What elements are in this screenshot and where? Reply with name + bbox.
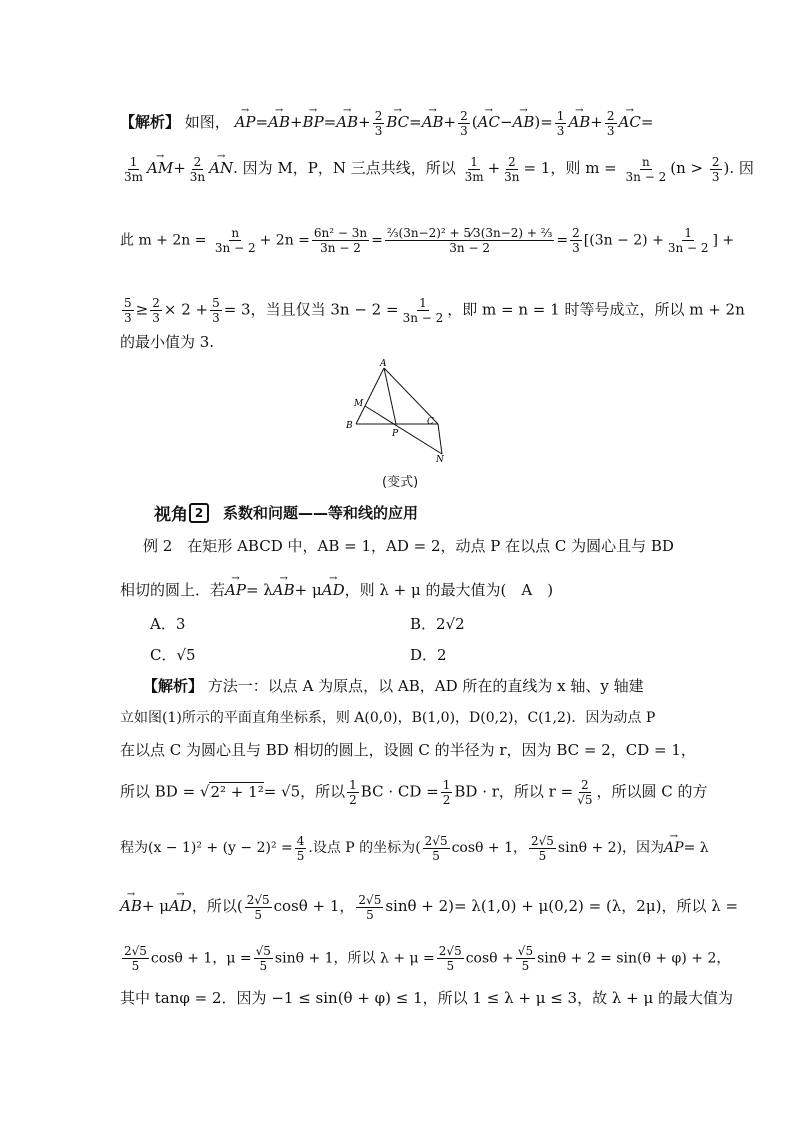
text: sinθ + 1，所以 λ + μ = xyxy=(274,950,435,967)
option-value: √5 xyxy=(176,646,196,664)
example-line-2 xyxy=(120,574,680,600)
option-letter: A． xyxy=(150,615,176,633)
vector-BC: → BC xyxy=(386,106,409,132)
fraction: $\frac{2√5}{5}$ xyxy=(358,892,382,922)
text: 此 m + 2n = xyxy=(120,232,207,249)
option-letter: D． xyxy=(410,646,438,664)
text: ，则 λ + μ 的最大值为( A ) xyxy=(344,581,554,599)
method-line-4: 所以 BD = √2² + 1²= √5，所以 $\frac{1}{2}$ BC · CD = $\frac{1}{2}$ BD · r，所以 r = $\frac{2}{√5}$ ，所以圆 C 的方 xyxy=(120,778,708,807)
fraction: $\frac{1}{3m}$ xyxy=(464,154,484,184)
vector-AP: → AP xyxy=(664,832,684,858)
text: = √5，所以 xyxy=(263,782,346,801)
method-line-1 xyxy=(143,676,683,696)
option-c xyxy=(150,645,196,665)
fraction: $\frac{2}{3n}$ xyxy=(504,154,520,184)
text: = λ xyxy=(245,581,273,599)
text: ，所以圆 C 的方 xyxy=(596,782,708,801)
vector-AB: → AB xyxy=(422,106,444,132)
vector-BP: → BP xyxy=(303,106,324,132)
method-line-7 xyxy=(120,944,731,973)
text: sinθ + 2 = sin(θ + φ) + 2， xyxy=(537,950,731,967)
fraction: $\frac{2√5}{5}$ xyxy=(124,944,147,973)
figure-caption: (变式) xyxy=(382,475,419,490)
fraction: $\frac{1}{3n - 2}$ xyxy=(667,226,709,255)
option-value: 2 xyxy=(437,646,447,664)
vector-AC: → AC xyxy=(619,106,641,132)
label-B: B xyxy=(346,421,353,431)
fraction: $\frac{1}{2}$ xyxy=(442,778,451,807)
fraction: $\frac{1}{3}$ xyxy=(556,108,565,138)
text: BD · r，所以 r = xyxy=(454,782,574,801)
section-badge-number: 2 xyxy=(189,503,209,523)
option-value: 2√2 xyxy=(436,615,465,633)
label-N: N xyxy=(436,455,444,465)
fraction: $\frac{2√5}{5}$ xyxy=(424,833,448,863)
vector-AC: → AC xyxy=(478,106,500,132)
text: . 因 xyxy=(729,159,754,177)
option-b xyxy=(410,614,465,634)
fraction: $\frac{1}{3m}$ xyxy=(124,154,144,184)
label-A: A xyxy=(380,359,387,369)
fraction: $\frac{5}{3}$ xyxy=(212,296,220,325)
text: ，所以 xyxy=(191,897,237,915)
option-letter: B． xyxy=(410,615,437,633)
vector-AD: → AD xyxy=(322,574,345,600)
fraction: $\frac{\text{6n² − 3n}}{3n - 2}$ xyxy=(313,226,368,255)
text: cosθ + xyxy=(465,950,514,967)
text: 程为(x − 1)² + (y − 2)² = xyxy=(120,840,293,856)
label-M: M xyxy=(354,399,364,409)
fraction: $\frac{2√5}{5}$ xyxy=(531,833,554,863)
fraction: $\frac{n}{3n - 2}$ xyxy=(625,154,667,184)
section-heading xyxy=(154,500,418,525)
example-line-1: 例 2 在矩形 ABCD 中，AB = 1，AD = 2，动点 P 在以点 C 为圆心且与 BD xyxy=(143,537,674,555)
fraction: $\frac{2}{3}$ xyxy=(374,108,383,138)
fraction: $\frac{\text{⅔(3n−2)² + 5⁄3(3n−2) + ⅔}}{3n - 2}$ xyxy=(386,226,553,255)
analysis-label: 【解析】 xyxy=(120,113,181,131)
text: = 1，则 m = xyxy=(523,159,617,177)
option-letter: C． xyxy=(150,646,177,664)
vector-AB: → AB xyxy=(273,574,295,600)
solution-line-2: $\frac{1}{3m}$ → AM+ $\frac{2}{3n}$ → AN. 因为 M，P，N 三点共线，所以 $\frac{1}{3m}$ + $\frac{2}{3n}$ = 1，则 m = $\frac{n}{3n - 2}$ (n > $\frac{2}{3}$ ). 因 xyxy=(120,152,680,184)
vector-AB: → AB xyxy=(268,106,290,132)
text: . 因为 M，P，N 三点共线，所以 xyxy=(233,159,456,177)
text: + μ xyxy=(294,581,322,599)
label-P: P xyxy=(392,429,399,439)
fraction: $\frac{√5}{5}$ xyxy=(517,944,534,973)
vector-AB: → AB xyxy=(568,106,590,132)
solution-line-4: $\frac{5}{3}$ ≥ $\frac{2}{3}$ × 2 + $\frac{5}{3}$ = 3，当且仅当 3n − 2 = $\frac{1}{3n - 2}$ ，即 m = n = 1 时等号成立，所以 m + 2n xyxy=(124,296,745,325)
text: 如图， xyxy=(184,113,230,131)
fraction: $\frac{2}{√5}$ xyxy=(577,778,593,807)
fraction: $\frac{1}{3n - 2}$ xyxy=(402,296,444,325)
text: + μ xyxy=(141,897,169,915)
fraction: $\frac{n}{3n - 2}$ xyxy=(214,226,256,255)
section-badge: 视角 xyxy=(154,505,188,525)
text: ，即 m = n = 1 时等号成立，所以 m + 2n xyxy=(447,300,745,319)
method-line-3: 在以点 C 为圆心且与 BD 相切的圆上，设圆 C 的半径为 r，因为 BC = 2，CD = 1， xyxy=(120,741,696,759)
fraction: $\frac{2}{3}$ xyxy=(460,108,468,138)
text: = λ xyxy=(683,840,709,856)
label-C: C xyxy=(427,417,434,427)
fraction: $\frac{4}{5}$ xyxy=(296,833,305,863)
fraction: $\frac{2√5}{5}$ xyxy=(246,892,270,922)
method-line-2: 立如图(1)所示的平面直角坐标系，则 A(0,0)，B(1,0)，D(0,2)，C(1,2)．因为动点 P xyxy=(120,710,656,726)
fraction: $\frac{2}{3}$ xyxy=(572,226,580,255)
text: ，当且仅当 3n − 2 = xyxy=(250,300,399,319)
text: 所以 BD = xyxy=(120,782,196,801)
text: ，因为 xyxy=(622,840,665,856)
triangle-figure xyxy=(334,356,460,466)
fraction: $\frac{1}{2}$ xyxy=(349,778,357,807)
text: cosθ + 1，μ = xyxy=(150,950,252,967)
fraction: $\frac{2√5}{5}$ xyxy=(438,944,462,973)
vector-AB: → AB xyxy=(513,106,535,132)
vector-AD: → AD xyxy=(169,890,192,916)
method-line-5: 程为(x − 1)² + (y − 2)² = $\frac{4}{5}$ .设点 P 的坐标为( $\frac{2√5}{5}$ cosθ + 1， $\frac{2√5}{5}$ sinθ + 2)，因为→ AP= λ xyxy=(120,832,680,863)
method-line-8: 其中 tanφ = 2．因为 −1 ≤ sin(θ + φ) ≤ 1，所以 1 ≤ λ + μ ≤ 3，故 λ + μ 的最大值为 xyxy=(120,989,734,1007)
analysis-label: 【解析】 xyxy=(143,677,204,695)
solution-line-5: 的最小值为 3. xyxy=(120,333,215,351)
vector-AP: → AP xyxy=(235,106,256,132)
text: 相切的圆上．若 xyxy=(120,581,226,599)
vector-AM: → AM xyxy=(147,152,173,178)
option-a xyxy=(150,614,185,634)
option-d xyxy=(410,645,447,665)
method-line-6: → AB+ μ→ AD，所以( $\frac{2√5}{5}$ cosθ + 1， $\frac{2√5}{5}$ sinθ + 2)= λ(1,0) + μ(0,2) = (λ，2μ)，所以 λ = xyxy=(120,890,680,922)
vector-AB: → AB xyxy=(120,890,142,916)
fraction: $\frac{2}{3n}$ xyxy=(189,154,206,184)
text: 方法一：以点 A 为原点，以 AB，AD 所在的直线为 x 轴、y 轴建 xyxy=(207,677,644,695)
fraction: $\frac{2}{3}$ xyxy=(152,296,160,325)
solution-line-3: 此 m + 2n = $\frac{n}{3n - 2}$ + 2n = $\frac{\text{6n² − 3n}}{3n - 2}$ = $\frac{\text{⅔(3n−2)² + 5⁄3(3n−2) + ⅔}}{3n - 2}$ = $\frac{2}{3}$ [(3n − 2) + $\frac{1}{3n - 2}$ ] + xyxy=(120,226,735,255)
section-title: 系数和问题——等和线的应用 xyxy=(223,504,419,522)
vector-AP: → AP xyxy=(225,574,246,600)
vector-AN: → AN xyxy=(209,152,233,178)
text: BC · CD = xyxy=(360,782,439,801)
text: .设点 P 的坐标为 xyxy=(308,840,416,856)
text: = λ(1,0) + μ(0,2) = (λ，2μ)，所以 λ = xyxy=(454,897,739,915)
option-value: 3 xyxy=(175,615,186,633)
fraction: $\frac{√5}{5}$ xyxy=(255,944,271,973)
solution-line-1: 【解析】 如图， → AP=→ AB+→ BP=→ AB+ $\frac{2}{3}$ → BC=→ AB+ $\frac{2}{3}$ (→ AC−→ AB)= $\frac{1}{3}$ → AB+ $\frac{2}{3}$ → AC= xyxy=(120,106,680,138)
fraction: $\frac{5}{3}$ xyxy=(124,296,132,325)
fraction: $\frac{2}{3}$ xyxy=(606,108,615,138)
vector-AB: → AB xyxy=(336,106,358,132)
fraction: $\frac{2}{3}$ xyxy=(711,154,720,184)
